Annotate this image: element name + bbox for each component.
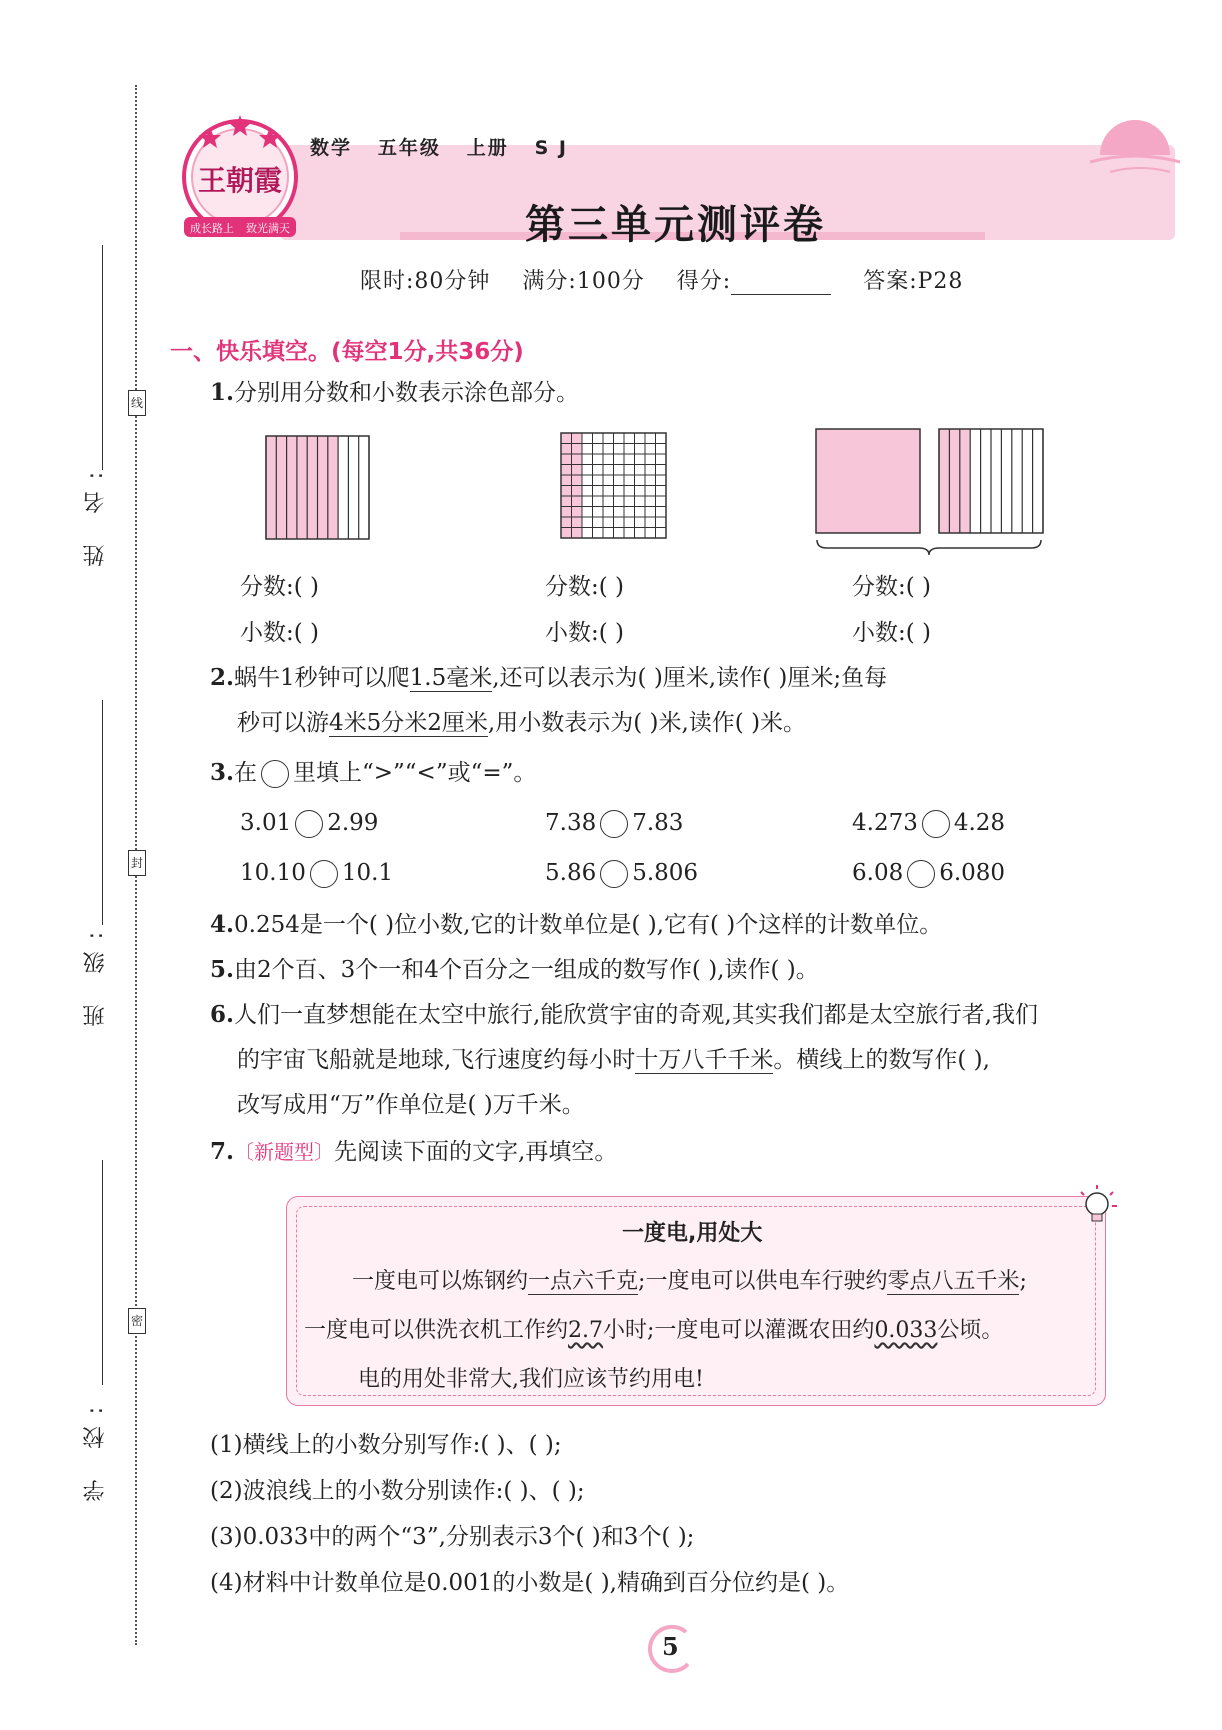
question-6-line-3: 改写成用“万”作单位是( )万千米。 — [237, 1092, 585, 1118]
brand-logo — [170, 105, 310, 245]
score-label: 得分: — [676, 269, 732, 294]
question-2-line-1: 2.蜗牛1秒钟可以爬1.5毫米,还可以表示为( )厘米,读作( )厘米;鱼每 — [210, 664, 888, 691]
grid-figure-1 — [265, 435, 370, 540]
circle-icon — [261, 760, 289, 788]
compare-item-3: 4.273 4.28 — [852, 810, 1006, 836]
grid-figure-3 — [815, 428, 1045, 558]
q1-fraction-2[interactable]: 分数:( ) — [545, 574, 625, 600]
question-3: 3.在 里填上“>”“<”或“=”。 — [210, 759, 537, 786]
reading-line-2: 一度电可以供洗衣机工作约2.7小时;一度电可以灌溉农田约0.033公顷。 — [304, 1318, 1004, 1343]
question-2-line-2: 秒可以游4米5分米2厘米,用小数表示为( )米,读作( )米。 — [237, 710, 807, 736]
reading-title: 一度电,用处大 — [622, 1221, 763, 1246]
page-number: 5 — [662, 1632, 679, 1661]
compare-circle-3[interactable] — [922, 810, 950, 838]
new-type-tag: 〔新题型〕 — [234, 1140, 335, 1164]
class-field-line[interactable] — [102, 700, 103, 925]
full-score: 满分:100分 — [522, 269, 645, 294]
edition: S J — [534, 137, 568, 159]
q7-sub-4[interactable]: (4)材料中计数单位是0.001的小数是( ),精确到百分位约是( )。 — [210, 1570, 850, 1596]
sun-decoration — [1080, 100, 1190, 180]
question-6-line-2: 的宇宙飞船就是地球,飞行速度约每小时十万八千千米。横线上的数写作( ), — [237, 1047, 990, 1073]
question-1: 1.分别用分数和小数表示涂色部分。 — [210, 379, 580, 406]
compare-item-4: 10.10 10.1 — [240, 860, 394, 886]
q1-fraction-3[interactable]: 分数:( ) — [852, 574, 932, 600]
class-label: 班 级: — [83, 920, 108, 1027]
compare-item-1: 3.01 2.99 — [240, 810, 379, 836]
cut-mark-line: 线 — [128, 390, 146, 416]
cut-mark-secret: 密 — [128, 1308, 146, 1334]
school-label: 学 校: — [83, 1395, 108, 1502]
compare-circle-2[interactable] — [600, 810, 628, 838]
q7-sub-3[interactable]: (3)0.033中的两个“3”,分别表示3个( )和3个( ); — [210, 1524, 695, 1550]
compare-circle-6[interactable] — [907, 860, 935, 888]
score-field[interactable] — [731, 276, 831, 295]
answer-ref: 答案:P28 — [863, 269, 964, 294]
brand-slogan-left: 成长路上 — [190, 222, 234, 235]
grid-figure-2 — [560, 432, 667, 539]
page-title: 第三单元测评卷 — [525, 202, 826, 248]
q7-sub-1[interactable]: (1)横线上的小数分别写作:( )、( ); — [210, 1432, 562, 1458]
compare-item-5: 5.86 5.806 — [545, 860, 699, 886]
q1-fraction-1[interactable]: 分数:( ) — [240, 574, 320, 600]
q1-decimal-3[interactable]: 小数:( ) — [852, 620, 932, 646]
reading-line-3: 电的用处非常大,我们应该节约用电! — [358, 1367, 704, 1392]
grade: 五年级 — [377, 137, 441, 159]
q1-decimal-1[interactable]: 小数:( ) — [240, 620, 320, 646]
question-4: 4.0.254是一个( )位小数,它的计数单位是( ),它有( )个这样的计数单位。 — [210, 911, 943, 938]
question-7: 7.〔新题型〕先阅读下面的文字,再填空。 — [210, 1138, 618, 1165]
q1-decimal-2[interactable]: 小数:( ) — [545, 620, 625, 646]
cut-mark-seal: 封 — [128, 850, 146, 876]
compare-item-6: 6.08 6.080 — [852, 860, 1006, 886]
school-field-line[interactable] — [102, 1160, 103, 1385]
compare-circle-4[interactable] — [310, 860, 338, 888]
compare-circle-1[interactable] — [295, 810, 323, 838]
exam-info — [360, 264, 963, 295]
section-title: 一、快乐填空。(每空1分,共36分) — [170, 339, 524, 365]
brand-slogan-right: 致光满天 — [246, 222, 290, 235]
compare-circle-5[interactable] — [600, 860, 628, 888]
brand-name: 王朝霞 — [197, 164, 283, 197]
time-limit: 限时:80分钟 — [360, 269, 491, 294]
header-meta — [310, 133, 568, 160]
q7-sub-2[interactable]: (2)波浪线上的小数分别读作:( )、( ); — [210, 1478, 585, 1504]
volume: 上册 — [466, 137, 509, 159]
question-6-line-1: 6.人们一直梦想能在太空中旅行,能欣赏宇宙的奇观,其实我们都是太空旅行者,我们 — [210, 1001, 1038, 1028]
name-label: 姓 名: — [83, 460, 108, 567]
name-field-line[interactable] — [102, 245, 103, 470]
lightbulb-icon — [1075, 1180, 1125, 1235]
reading-line-1: 一度电可以炼钢约一点六千克;一度电可以供电车行驶约零点八五千米; — [352, 1269, 1027, 1294]
compare-item-2: 7.38 7.83 — [545, 810, 684, 836]
question-5: 5.由2个百、3个一和4个百分之一组成的数写作( ),读作( )。 — [210, 956, 819, 983]
subject: 数学 — [310, 137, 353, 159]
